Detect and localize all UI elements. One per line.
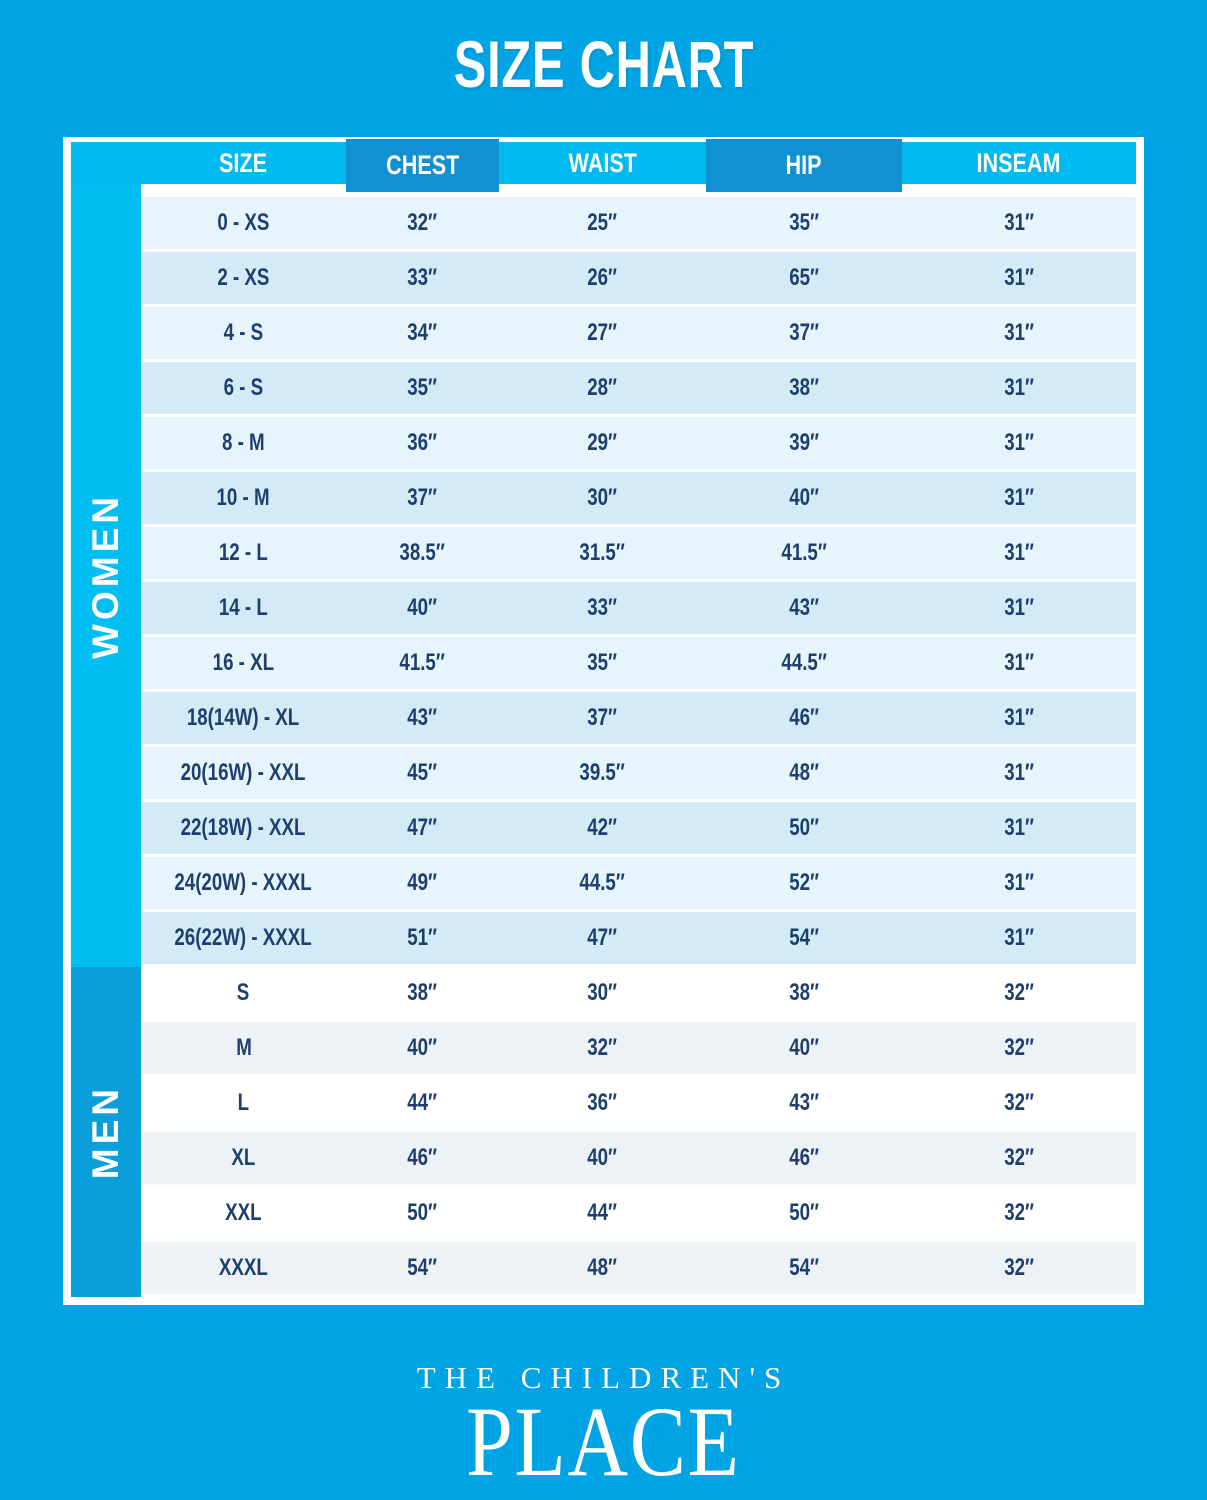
table-row — [141, 912, 1136, 967]
measurement-cell: 54″ — [789, 1254, 819, 1281]
measurement-cell: 54″ — [407, 1254, 438, 1281]
measurement-cell: 32″ — [1004, 979, 1034, 1006]
measurement-cell: 65″ — [789, 264, 819, 291]
measurement-cell: 32″ — [1004, 1254, 1034, 1281]
size-cell: 18(14W) - XL — [187, 704, 300, 731]
table-row — [141, 967, 1136, 1022]
measurement-cell: 38″ — [789, 374, 819, 401]
header-hip: HIP — [706, 139, 902, 192]
men-section-label: MEN — [85, 1084, 126, 1180]
measurement-cell: 31″ — [1004, 374, 1034, 401]
measurement-cell: 40″ — [407, 594, 438, 621]
table-row — [141, 857, 1136, 912]
measurement-cell: 43″ — [789, 1089, 819, 1116]
measurement-cell: 31″ — [1004, 704, 1034, 731]
measurement-cell: 50″ — [407, 1199, 438, 1226]
measurement-cell: 32″ — [1004, 1034, 1034, 1061]
measurement-cell: 45″ — [407, 759, 438, 786]
measurement-cell: 31″ — [1004, 814, 1034, 841]
measurement-cell: 44.5″ — [781, 649, 827, 676]
size-cell: 4 - S — [223, 319, 264, 346]
measurement-cell: 31″ — [1004, 759, 1034, 786]
measurement-cell: 31.5″ — [579, 539, 626, 566]
measurement-cell: 54″ — [789, 924, 819, 951]
measurement-cell: 48″ — [587, 1254, 618, 1281]
size-cell: 14 - L — [219, 594, 268, 621]
measurement-cell: 38″ — [789, 979, 819, 1006]
table-row — [141, 582, 1136, 637]
size-cell: 22(18W) - XXL — [181, 814, 306, 841]
brand-logo — [0, 1360, 1207, 1497]
measurement-cell: 37″ — [789, 319, 819, 346]
measurement-cell: 49″ — [407, 869, 438, 896]
measurement-cell: 38.5″ — [399, 539, 446, 566]
measurement-cell: 31″ — [1004, 924, 1034, 951]
measurement-cell: 50″ — [789, 814, 819, 841]
measurement-cell: 31″ — [1004, 649, 1034, 676]
measurement-cell: 39″ — [789, 429, 819, 456]
measurement-cell: 37″ — [587, 704, 618, 731]
measurement-cell: 42″ — [587, 814, 618, 841]
table-row — [141, 747, 1136, 802]
measurement-cell: 31″ — [1004, 319, 1034, 346]
size-cell: 8 - M — [222, 429, 265, 456]
women-rows — [141, 184, 1136, 967]
measurement-cell: 41.5″ — [781, 539, 827, 566]
measurement-cell: 31″ — [1004, 869, 1034, 896]
header-size: SIZE — [141, 142, 346, 184]
brand-name-main: PLACE — [466, 1386, 741, 1497]
measurement-cell: 40″ — [789, 484, 819, 511]
table-header-row — [71, 142, 1136, 184]
size-cell: XXL — [225, 1199, 262, 1226]
measurement-cell: 31″ — [1004, 264, 1034, 291]
measurement-cell: 35″ — [789, 209, 819, 236]
measurement-cell: 38″ — [407, 979, 438, 1006]
size-cell: 16 - XL — [212, 649, 275, 676]
measurement-cell: 48″ — [789, 759, 819, 786]
table-row — [141, 472, 1136, 527]
measurement-cell: 31″ — [1004, 539, 1034, 566]
header-corner-cell — [71, 142, 141, 184]
measurement-cell: 28″ — [587, 374, 618, 401]
size-cell: L — [237, 1089, 250, 1116]
measurement-cell: 40″ — [789, 1034, 819, 1061]
size-cell: S — [237, 979, 250, 1006]
measurement-cell: 40″ — [407, 1034, 438, 1061]
measurement-cell: 32″ — [1004, 1144, 1034, 1171]
table-row — [141, 1077, 1136, 1132]
measurement-cell: 44″ — [407, 1089, 438, 1116]
table-row — [141, 1132, 1136, 1187]
measurement-cell: 43″ — [789, 594, 819, 621]
measurement-cell: 32″ — [1004, 1089, 1034, 1116]
measurement-cell: 37″ — [407, 484, 438, 511]
measurement-cell: 35″ — [587, 649, 618, 676]
measurement-cell: 46″ — [407, 1144, 438, 1171]
measurement-cell: 31″ — [1004, 484, 1034, 511]
table-row — [141, 362, 1136, 417]
table-row — [141, 527, 1136, 582]
measurement-cell: 29″ — [587, 429, 618, 456]
women-section-label: WOMEN — [85, 492, 126, 659]
size-cell: 0 - XS — [217, 209, 270, 236]
table-row — [141, 197, 1136, 252]
measurement-cell: 30″ — [587, 979, 618, 1006]
header-waist: WAIST — [499, 142, 706, 184]
measurement-cell: 26″ — [587, 264, 618, 291]
table-row — [141, 307, 1136, 362]
measurement-cell: 34″ — [407, 319, 438, 346]
measurement-cell: 47″ — [587, 924, 618, 951]
measurement-cell: 52″ — [789, 869, 819, 896]
table-row — [141, 692, 1136, 747]
measurement-cell: 25″ — [587, 209, 618, 236]
table-row — [141, 1242, 1136, 1297]
size-cell: 12 - L — [219, 539, 268, 566]
size-cell: 6 - S — [223, 374, 264, 401]
measurement-cell: 36″ — [407, 429, 438, 456]
measurement-cell: 46″ — [789, 704, 819, 731]
size-cell: 24(20W) - XXXL — [174, 869, 313, 896]
size-table — [63, 137, 1144, 1305]
table-row — [141, 1022, 1136, 1077]
measurement-cell: 36″ — [587, 1089, 618, 1116]
measurement-cell: 44″ — [587, 1199, 618, 1226]
size-cell: 26(22W) - XXXL — [174, 924, 313, 951]
size-cell: 20(16W) - XXL — [181, 759, 306, 786]
measurement-cell: 32″ — [587, 1034, 618, 1061]
measurement-cell: 33″ — [587, 594, 618, 621]
measurement-cell: 35″ — [407, 374, 438, 401]
men-section — [71, 967, 1136, 1297]
size-cell: XL — [231, 1144, 256, 1171]
measurement-cell: 30″ — [587, 484, 618, 511]
measurement-cell: 40″ — [587, 1144, 618, 1171]
brand-name-top: THE CHILDREN'S — [416, 1360, 791, 1395]
size-cell: 10 - M — [216, 484, 271, 511]
measurement-cell: 39.5″ — [579, 759, 626, 786]
size-cell: 2 - XS — [217, 264, 270, 291]
measurement-cell: 44.5″ — [579, 869, 626, 896]
page-title: SIZE CHART — [453, 27, 754, 101]
measurement-cell: 43″ — [407, 704, 438, 731]
header-chest: CHEST — [346, 139, 499, 192]
table-row — [141, 417, 1136, 472]
table-row — [141, 637, 1136, 692]
measurement-cell: 27″ — [587, 319, 618, 346]
women-section — [71, 184, 1136, 967]
header-inseam: INSEAM — [902, 142, 1136, 184]
table-row — [141, 252, 1136, 307]
men-rows — [141, 967, 1136, 1297]
size-cell: M — [235, 1034, 252, 1061]
measurement-cell: 50″ — [789, 1199, 819, 1226]
measurement-cell: 33″ — [407, 264, 438, 291]
measurement-cell: 32″ — [1004, 1199, 1034, 1226]
measurement-cell: 51″ — [407, 924, 438, 951]
measurement-cell: 41.5″ — [399, 649, 446, 676]
women-sidebar — [71, 184, 141, 967]
table-row — [141, 1187, 1136, 1242]
measurement-cell: 31″ — [1004, 209, 1034, 236]
measurement-cell: 46″ — [789, 1144, 819, 1171]
size-cell: XXXL — [219, 1254, 268, 1281]
men-sidebar — [71, 967, 141, 1297]
measurement-cell: 32″ — [407, 209, 438, 236]
table-row — [141, 802, 1136, 857]
measurement-cell: 31″ — [1004, 594, 1034, 621]
measurement-cell: 47″ — [407, 814, 438, 841]
measurement-cell: 31″ — [1004, 429, 1034, 456]
